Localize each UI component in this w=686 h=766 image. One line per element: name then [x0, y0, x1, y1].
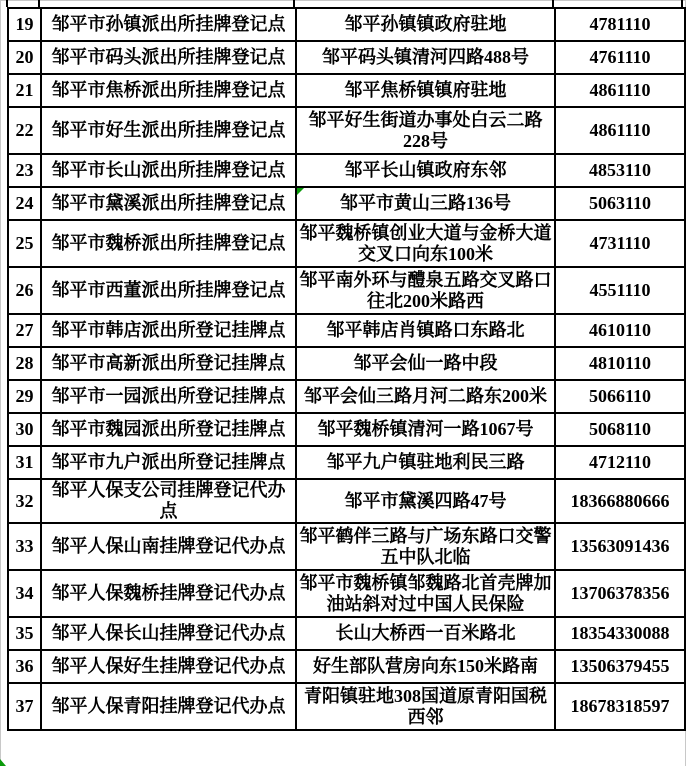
phone-cell[interactable]: 13706378356	[555, 570, 685, 617]
point-name-cell[interactable]: 邹平市好生派出所挂牌登记点	[41, 107, 296, 154]
table-row	[8, 523, 685, 570]
row-number-cell[interactable]: 34	[8, 570, 41, 617]
address-cell[interactable]	[296, 347, 555, 380]
grid-stub	[6, 0, 8, 7]
table-row	[8, 41, 685, 74]
point-name-cell[interactable]: 邹平人保魏桥挂牌登记代办点	[41, 570, 296, 617]
table-row	[8, 570, 685, 617]
grid-stub	[552, 0, 554, 7]
table-row	[8, 479, 685, 523]
point-name-cell[interactable]: 邹平市九户派出所登记挂牌点	[41, 446, 296, 479]
address-text: 邹平好生街道办事处白云二路228号	[308, 109, 543, 151]
address-text: 青阳镇驻地308国道原青阳国税西邻	[304, 685, 547, 727]
cell-flag-icon	[297, 188, 304, 195]
row-number-cell[interactable]: 25	[8, 220, 41, 267]
phone-cell[interactable]: 13563091436	[555, 523, 685, 570]
address-cell[interactable]	[296, 570, 555, 617]
row-number-cell[interactable]: 31	[8, 446, 41, 479]
phone-cell[interactable]: 18366880666	[555, 479, 685, 523]
address-cell[interactable]	[296, 683, 555, 730]
phone-cell[interactable]: 4781110	[555, 8, 685, 41]
row-number-cell[interactable]: 27	[8, 314, 41, 347]
table-row	[8, 74, 685, 107]
registration-points-table	[7, 7, 686, 731]
row-number-cell[interactable]: 26	[8, 267, 41, 314]
point-name-cell[interactable]: 邹平市长山派出所挂牌登记点	[41, 154, 296, 187]
address-cell[interactable]	[296, 380, 555, 413]
address-text: 邹平长山镇政府东邻	[344, 160, 507, 180]
table-body	[8, 8, 685, 730]
row-number-cell[interactable]: 36	[8, 650, 41, 683]
table-row	[8, 446, 685, 479]
phone-cell[interactable]: 13506379455	[555, 650, 685, 683]
row-number-cell[interactable]: 19	[8, 8, 41, 41]
point-name-cell[interactable]: 邹平市魏园派出所登记挂牌点	[41, 413, 296, 446]
address-cell[interactable]	[296, 314, 555, 347]
address-cell[interactable]	[296, 413, 555, 446]
address-text: 好生部队营房向东150米路南	[313, 656, 538, 676]
address-cell[interactable]	[296, 479, 555, 523]
point-name-cell[interactable]: 邹平人保好生挂牌登记代办点	[41, 650, 296, 683]
row-number-cell[interactable]: 37	[8, 683, 41, 730]
table-row	[8, 187, 685, 220]
table-row	[8, 107, 685, 154]
row-number-cell[interactable]: 32	[8, 479, 41, 523]
phone-cell[interactable]: 5066110	[555, 380, 685, 413]
sheet-edge-top	[0, 0, 686, 1]
address-cell[interactable]	[296, 267, 555, 314]
point-name-cell[interactable]: 邹平市西董派出所挂牌登记点	[41, 267, 296, 314]
table-row	[8, 347, 685, 380]
row-number-cell[interactable]: 23	[8, 154, 41, 187]
address-cell[interactable]	[296, 523, 555, 570]
phone-cell[interactable]: 4551110	[555, 267, 685, 314]
table-row	[8, 683, 685, 730]
phone-cell[interactable]: 5063110	[555, 187, 685, 220]
table-row	[8, 650, 685, 683]
row-number-cell[interactable]: 22	[8, 107, 41, 154]
address-text: 长山大桥西一百米路北	[335, 623, 516, 643]
row-number-cell[interactable]: 24	[8, 187, 41, 220]
row-number-cell[interactable]: 35	[8, 617, 41, 650]
point-name-cell[interactable]: 邹平人保山南挂牌登记代办点	[41, 523, 296, 570]
row-number-cell[interactable]: 29	[8, 380, 41, 413]
address-text: 邹平会仙三路月河二路东200米	[304, 386, 547, 406]
address-cell[interactable]	[296, 220, 555, 267]
point-name-cell[interactable]: 邹平市一园派出所登记挂牌点	[41, 380, 296, 413]
row-number-cell[interactable]: 21	[8, 74, 41, 107]
table-row	[8, 267, 685, 314]
phone-cell[interactable]: 4861110	[555, 74, 685, 107]
address-cell[interactable]	[296, 154, 555, 187]
sheet-edge-left	[0, 0, 1, 766]
point-name-cell[interactable]: 邹平人保支公司挂牌登记代办点	[41, 479, 296, 523]
address-cell[interactable]	[296, 617, 555, 650]
address-text: 邹平会仙一路中段	[353, 353, 498, 373]
point-name-cell[interactable]: 邹平人保青阳挂牌登记代办点	[41, 683, 296, 730]
table-row	[8, 314, 685, 347]
address-text: 邹平韩店肖镇路口东路北	[326, 320, 525, 340]
address-cell[interactable]	[296, 74, 555, 107]
table-row	[8, 8, 685, 41]
address-cell[interactable]	[296, 187, 555, 220]
point-name-cell[interactable]: 邹平市孙镇派出所挂牌登记点	[41, 8, 296, 41]
phone-cell[interactable]: 5068110	[555, 413, 685, 446]
address-cell[interactable]	[296, 41, 555, 74]
table-row	[8, 617, 685, 650]
phone-cell[interactable]: 18678318597	[555, 683, 685, 730]
table-row	[8, 413, 685, 446]
address-text: 邹平市魏桥镇邹魏路北首壳牌加油站斜对过中国人民保险	[299, 572, 552, 614]
address-text: 邹平孙镇镇政府驻地	[344, 14, 507, 34]
grid-stub	[38, 0, 40, 7]
point-name-cell[interactable]: 邹平市高新派出所登记挂牌点	[41, 347, 296, 380]
row-number-cell[interactable]: 20	[8, 41, 41, 74]
table-row	[8, 154, 685, 187]
address-cell[interactable]	[296, 8, 555, 41]
address-cell[interactable]	[296, 446, 555, 479]
address-text: 邹平九户镇驻地利民三路	[326, 452, 525, 472]
grid-stub	[681, 0, 683, 7]
phone-cell[interactable]: 4712110	[555, 446, 685, 479]
address-text: 邹平市黛溪四路47号	[344, 490, 507, 511]
address-text: 邹平鹤伴三路与广场东路口交警五中队北临	[299, 525, 552, 567]
row-number-cell[interactable]: 28	[8, 347, 41, 380]
address-text: 邹平魏桥镇清河一路1067号	[317, 419, 534, 439]
table-row	[8, 380, 685, 413]
address-text: 邹平焦桥镇镇府驻地	[344, 80, 507, 100]
address-text: 邹平南外环与醴泉五路交叉路口往北200米路西	[299, 269, 552, 311]
phone-cell[interactable]: 4761110	[555, 41, 685, 74]
phone-cell[interactable]: 4810110	[555, 347, 685, 380]
phone-cell[interactable]: 4853110	[555, 154, 685, 187]
row-number-cell[interactable]: 30	[8, 413, 41, 446]
row-number-cell[interactable]: 33	[8, 523, 41, 570]
address-text: 邹平魏桥镇创业大道与金桥大道交叉口向东100米	[299, 222, 552, 264]
phone-cell[interactable]: 4731110	[555, 220, 685, 267]
point-name-cell[interactable]: 邹平人保长山挂牌登记代办点	[41, 617, 296, 650]
point-name-cell[interactable]: 邹平市焦桥派出所挂牌登记点	[41, 74, 296, 107]
point-name-cell[interactable]: 邹平市魏桥派出所挂牌登记点	[41, 220, 296, 267]
grid-stub	[293, 0, 295, 7]
address-text: 邹平码头镇清河四路488号	[322, 47, 529, 67]
point-name-cell[interactable]: 邹平市黛溪派出所挂牌登记点	[41, 187, 296, 220]
phone-cell[interactable]: 4861110	[555, 107, 685, 154]
table-row	[8, 220, 685, 267]
address-cell[interactable]	[296, 650, 555, 683]
phone-cell[interactable]: 4610110	[555, 314, 685, 347]
phone-cell[interactable]: 18354330088	[555, 617, 685, 650]
point-name-cell[interactable]: 邹平市码头派出所挂牌登记点	[41, 41, 296, 74]
selection-corner-icon	[0, 759, 6, 766]
point-name-cell[interactable]: 邹平市韩店派出所登记挂牌点	[41, 314, 296, 347]
address-cell[interactable]	[296, 107, 555, 154]
address-text: 邹平市黄山三路136号	[340, 193, 511, 213]
